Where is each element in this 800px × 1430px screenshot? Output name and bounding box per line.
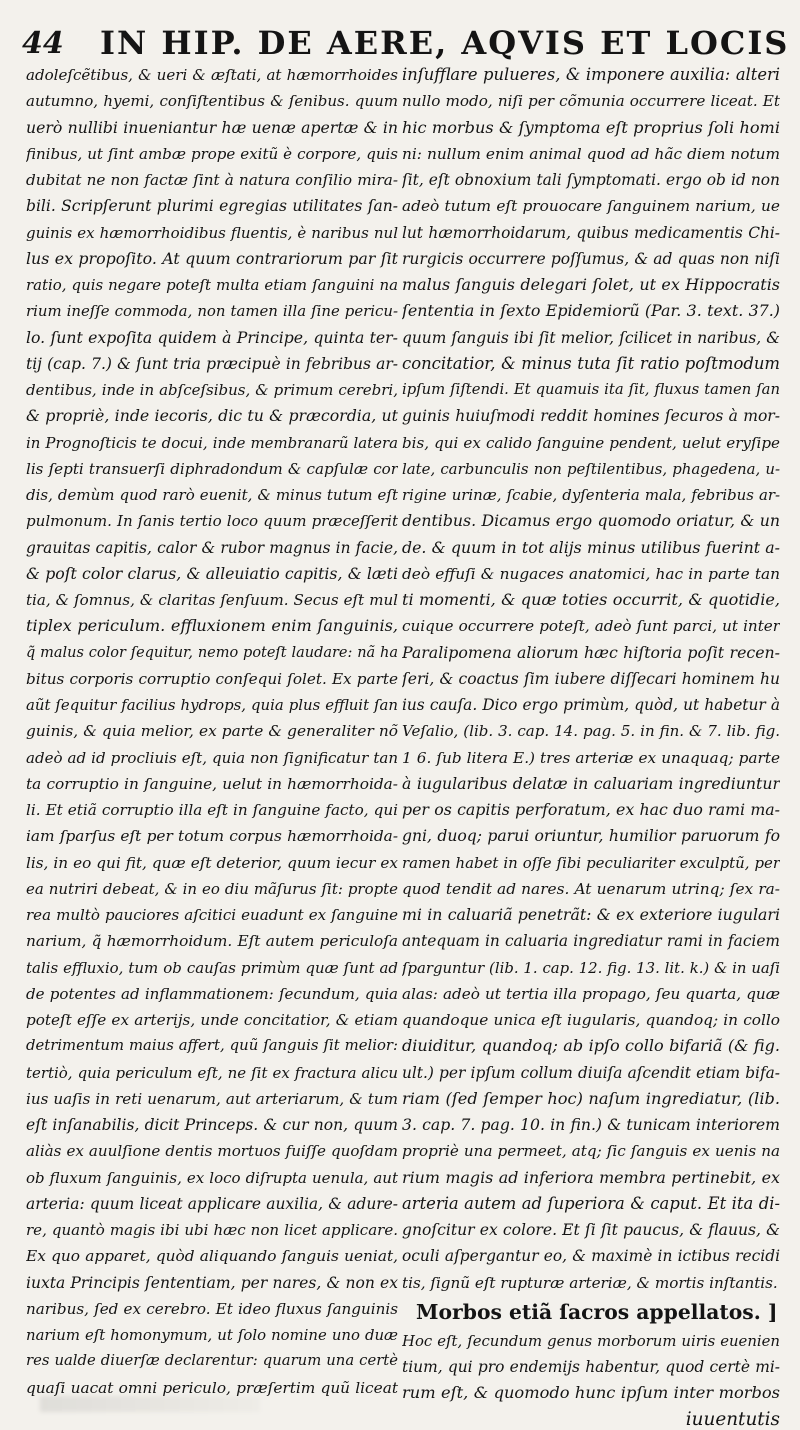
text-line: ſparguntur (lib. 1. cap. 12. fig. 13. lit. k.) & in uaſi — [402, 958, 780, 977]
text-line: dentibus. Dicamus ergo quomodo oriatur, & un — [402, 511, 780, 531]
text-line: ſententia in ſexto Epidemiorũ (Par. 3. text. 37.) — [402, 301, 780, 321]
text-line: malus ſanguis delegari ſolet, ut ex Hippocratis — [402, 275, 780, 294]
text-line: rea multò pauciores aſcitici euadunt ex ſanguine — [26, 906, 398, 924]
text-line: rium ineſſe commoda, non tamen illa ſine pericu- — [26, 302, 398, 321]
text-line: de. & quum in tot alijs minus utilibus fuerint a- — [402, 537, 780, 557]
text-line: eſt inſanabilis, dicit Princeps. & cur non, quum — [26, 1116, 398, 1134]
text-line: ta corruptio in ſanguine, uelut in hæmorrhoida- — [26, 774, 398, 793]
text-line: bili. Scripſerunt plurimi egregias utilitates ſan- — [26, 197, 398, 216]
text-line: naribus, ſed ex cerebro. Et ideo fluxus ſanguinis — [26, 1299, 398, 1318]
text-line: grauitas capitis, calor & rubor magnus in facie, — [26, 538, 398, 557]
text-line: aliàs ex auulſione dentis mortuos fuiſſe quoſdam — [26, 1142, 398, 1161]
text-line: 3. cap. 7. pag. 10. in fin.) & tunicam interiorem — [402, 1115, 780, 1134]
text-line: tiplex periculum. effluxionem enim ſanguinis, — [26, 616, 398, 636]
page-number: 44 — [22, 26, 64, 61]
text-line: li. Et etiã corruptio illa eſt in ſanguine facto, qui — [26, 801, 398, 819]
ink-smudge — [40, 1396, 260, 1412]
text-line: rium magis ad inferiora membra pertinebit, ex — [402, 1167, 780, 1187]
text-line: diuiditur, quandoq; ab ipſo collo bifariã (& fig. — [402, 1036, 780, 1056]
text-line: ius cauſa. Dico ergo primùm, quòd, ut habetur à — [402, 696, 780, 714]
text-line: de potentes ad inflammationem: ſecundum, quia — [26, 984, 398, 1003]
text-line: quandoque unica eſt iugularis, quandoq; in collo — [402, 1011, 780, 1029]
text-line: Ex quo apparet, quòd aliquando ſanguis ueniat, — [26, 1247, 398, 1266]
text-line: quod tendit ad nares. At uenarum utrinq; ſex ra- — [402, 879, 780, 898]
text-line: concitatior, & minus tuta ſit ratio poſtmodum — [402, 353, 780, 373]
text-line: rigine urinæ, ſcabie, dyſenteria mala, febribus ar- — [402, 486, 780, 504]
text-line: iam ſparſus eſt per totum corpus hæmorrhoida- — [26, 827, 398, 846]
text-line: ti momenti, & quæ toties occurrit, & quotidie, — [402, 590, 780, 609]
text-line: gni, duoq; parui oriuntur, humilior paruorum fo — [402, 827, 780, 846]
right-text-column — [402, 62, 780, 1430]
text-line: quum ſanguis ibi ſit melior, ſcilicet in naribus, & — [402, 328, 780, 347]
text-line: lo. ſunt expoſita quidem à Principe, quinta ter- — [26, 327, 398, 347]
text-line: lis ſepti transuerſi diphradondum & capſulæ cor — [26, 459, 398, 478]
text-line: iuxta Principis ſententiam, per nares, & non ex — [26, 1273, 398, 1292]
page-header — [0, 10, 800, 70]
text-line: narium eſt homonymum, ut ſolo nomine uno duæ — [26, 1326, 398, 1344]
text-line: ius uaſis in reti uenarum, aut arteriarum, & tum — [26, 1089, 398, 1108]
text-line: ſit, eſt obnoxium tali ſymptomati. ergo ob id non — [402, 171, 780, 189]
text-line: nullo modo, niſi per cõmunia occurrere liceat. Et — [402, 92, 780, 111]
left-text-column — [26, 62, 398, 1401]
text-line: & poſt color clarus, & alleuiatio capitis, & læti — [26, 563, 398, 583]
text-line: ramen habet in oſſe ſibi peculiariter exculptũ, per — [402, 853, 780, 872]
text-line: detrimentum maius affert, quũ ſanguis ſit melior: — [26, 1037, 398, 1055]
text-line: tis, ſignũ eſt rupturæ arteriæ, & mortis inſtantis. — [402, 1273, 778, 1292]
text-line: uerò nullibi inueniantur hæ uenæ apertæ & in — [26, 117, 398, 137]
text-line: deò effuſi & nugaces anatomici, hac in parte tan — [402, 564, 780, 583]
text-line: ſeri, & coactus ſim iubere diſſecari hominem hu — [402, 669, 780, 688]
text-line: antequam in caluaria ingrediatur rami in faciem — [402, 932, 780, 951]
text-line: adeò ad id procliuis eſt, quia non ſignificatur tan — [26, 748, 398, 767]
text-line: Hoc eſt, ſecundum genus morborum uiris euenien — [402, 1331, 780, 1350]
text-line: rurgicis occurrere poſſumus, & ad quas non niſi — [402, 249, 780, 268]
text-line: dubitat ne non factæ ſint à natura conſilio mira- — [26, 171, 398, 189]
text-line: rum eſt, & quomodo hunc ipſum inter morbos — [402, 1383, 780, 1403]
text-line: gnoſcitur ex colore. Et ſi ſit paucus, & flauus, & — [402, 1221, 780, 1239]
text-line: re, quantò magis ibi ubi hæc non licet applicare. — [26, 1221, 398, 1239]
text-line: ratio, quis negare poteſt multa etiam ſanguini na — [26, 276, 398, 294]
text-line: ult.) per ipſum collum diuiſa aſcendit etiam bifa- — [402, 1063, 780, 1082]
text-line: talis effluxio, tum ob cauſas primùm quæ ſunt ad — [26, 958, 398, 977]
text-line: riam (ſed ſemper hoc) naſum ingrediatur, (lib. — [402, 1088, 780, 1108]
text-line: per os capitis perforatum, ex hac duo rami ma- — [402, 800, 780, 819]
text-line: arteria: quum liceat applicare auxilia, & adure- — [26, 1194, 398, 1213]
text-line: Veſalio, (lib. 3. cap. 14. pag. 5. in fin. & 7. lib. fig. — [402, 722, 780, 741]
text-line: tia, & ſomnus, & claritas ſenſuum. Secus eſt mul — [26, 591, 398, 609]
text-line: aũt ſequitur facilius hydrops, quia plus effluit ſan — [26, 696, 398, 714]
catchword: iuuentutis — [685, 1408, 780, 1430]
text-line: ea nutriri debeat, & in eo diu mãſurus ſit: propte — [26, 879, 398, 898]
text-line: lis, in eo qui fit, quæ eſt deterior, quum iecur ex — [26, 853, 398, 872]
text-line: 1 6. ſub litera E.) tres arteriæ ex unaquaq; parte — [402, 748, 780, 767]
running-title: IN HIP. DE AERE, AQVIS ET LOCIS — [100, 24, 790, 62]
text-line: ni: nullum enim animal quod ad hãc diem notum — [402, 144, 780, 163]
text-line: cuique occurrere poteſt, adeò ſunt parci, ut inter — [402, 617, 780, 636]
text-line: narium, q̃ hæmorrhoidum. Eſt autem periculoſa — [26, 932, 398, 951]
text-line: in Prognoſticis te docui, inde membranarũ latera — [26, 433, 398, 452]
text-line: propriè una permeet, atq; ſic ſanguis ex uenis na — [402, 1142, 780, 1161]
text-line: q̃ malus color ſequitur, nemo poteſt laudare: nã ha — [26, 644, 398, 661]
text-line: Paralipomena aliorum hæc hiſtoria poſit recen- — [402, 642, 780, 662]
text-line: quaſi uacat omni periculo, præſertim quũ liceat — [26, 1378, 398, 1397]
text-line: bitus corporis corruptio conſequi ſolet. Ex parte — [26, 669, 398, 688]
text-line: poteſt eſſe ex arterijs, unde concitatior, & etiam — [26, 1011, 398, 1029]
text-line: bis, qui ex calido ſanguine pendent, uelut eryſipe — [402, 433, 780, 452]
text-line: dentibus, inde in abſceſsibus, & primum cerebri, — [26, 381, 398, 399]
text-line: adoleſcẽtibus, & ueri & æſtati, at hæmorrhoides — [26, 66, 398, 84]
text-line: tertiò, quia periculum eſt, ne ſit ex fractura alicu — [26, 1063, 398, 1082]
text-line: pulmonum. In ſanis tertio loco quum præceſſerit — [26, 512, 398, 531]
text-line: tium, qui pro endemijs habentur, quod certè mi- — [402, 1358, 780, 1376]
text-line: à iugularibus delatæ in caluariam ingrediuntur — [402, 773, 780, 793]
text-line: oculi aſpergantur eo, & maximè in ictibus recidi — [402, 1247, 780, 1266]
text-line: late, carbunculis non peſtilentibus, phagedena, u- — [402, 459, 780, 478]
text-line: ipſum ſiſtendi. Et quamuis ita ſit, fluxus tamen ſan — [402, 381, 780, 398]
text-line: guinis, & quia melior, ex parte & generaliter nõ — [26, 722, 398, 741]
text-line: adeò tutum eſt prouocare ſanguinem narium, ue — [402, 197, 780, 216]
text-line: guinis huiuſmodi reddit homines ſecuros à mor- — [402, 407, 780, 426]
text-line: autumno, hyemi, conſiſtentibus & ſenibus. quum — [26, 92, 398, 111]
text-line: dis, demùm quod rarò euenit, & minus tutum eſt — [26, 486, 398, 504]
text-line: lus ex propoſito. At quum contrariorum par ſit — [26, 248, 398, 268]
text-line: hic morbus & ſymptoma eſt proprius ſoli homi — [402, 117, 780, 137]
text-line: finibus, ut ſint ambæ prope exitũ è corpore, quis — [26, 144, 398, 163]
text-line: inſufflare pulueres, & imponere auxilia: alteri — [402, 65, 780, 84]
text-line: alas: adeò ut tertia illa propago, ſeu quarta, quæ — [402, 984, 780, 1003]
text-line: arteria autem ad ſuperiora & caput. Et ita di- — [402, 1193, 780, 1213]
text-line: guinis ex hæmorrhoidibus fluentis, è naribus nul — [26, 223, 398, 242]
text-line: lut hæmorrhoidarum, quibus medicamentis Chi- — [402, 223, 780, 242]
section-heading: Morbos etiã ſacros appellatos. ] — [416, 1299, 778, 1324]
text-line: tij (cap. 7.) & ſunt tria præcipuè in febribus ar- — [26, 354, 398, 373]
text-line: ob fluxum ſanguinis, ex loco diſrupta uenula, aut — [26, 1168, 398, 1187]
text-line: & propriè, inde iecoris, dic tu & præcordia, ut — [26, 406, 398, 426]
text-line: res ualde diuerſæ declarentur: quarum una certè — [26, 1352, 398, 1370]
text-line: mi in caluariã penetrãt: & ex exteriore iugulari — [402, 905, 780, 924]
